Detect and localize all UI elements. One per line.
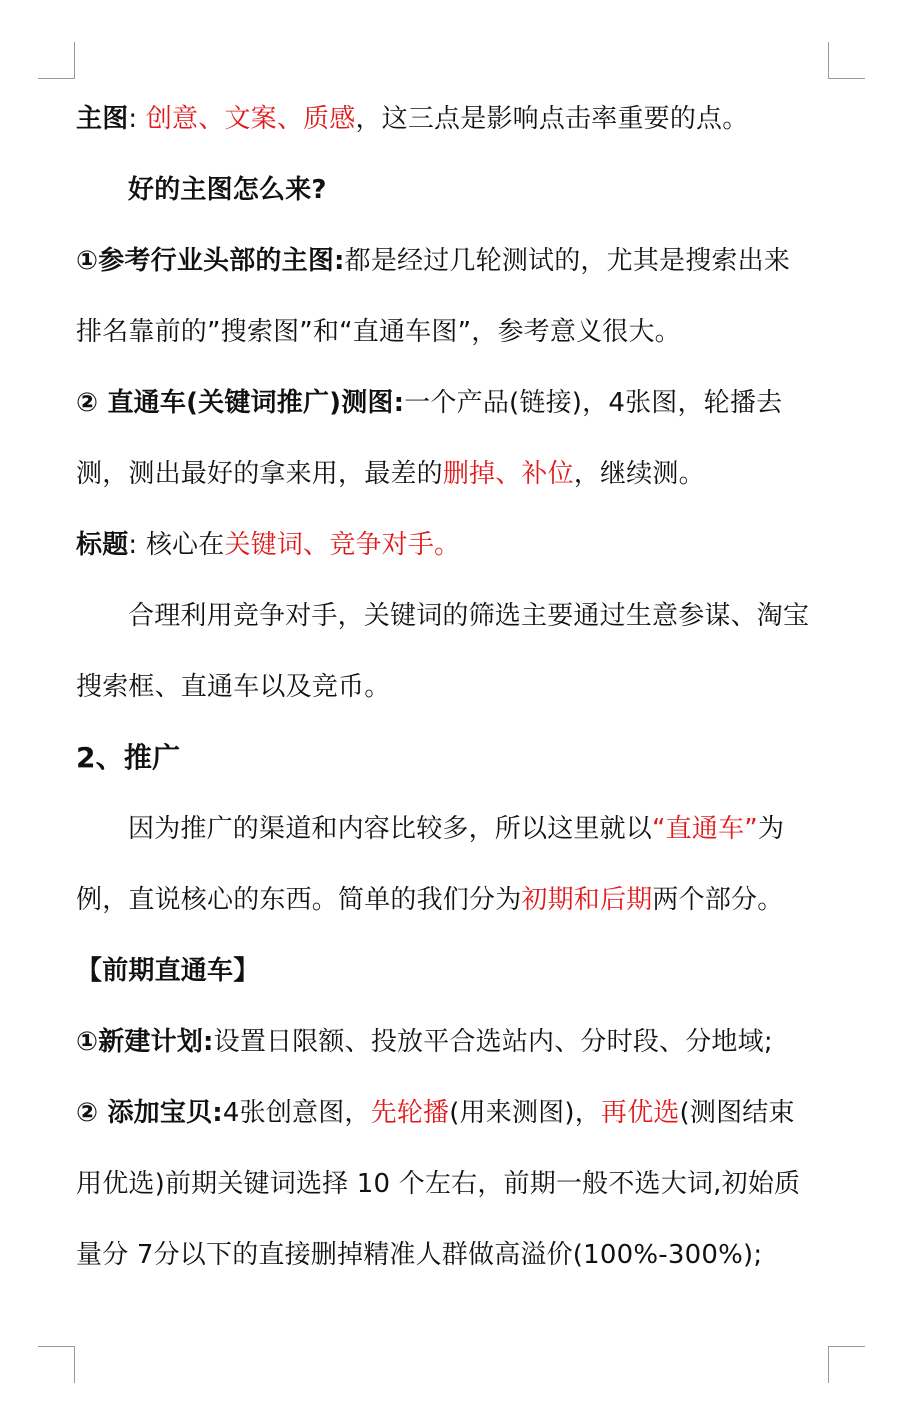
point-1-text: 都是经过几轮测试的，尤其是搜索出来 [344,246,791,276]
subheading-good-main-image: 好的主图怎么来? [128,175,327,205]
point-1-line-2: 排名靠前的”搜索图”和“直通车图”，参考意义很大。 [76,317,681,347]
step-2-line-1 [76,1089,836,1160]
step-1-title: ①新建计划: [76,1027,214,1057]
step-2-title: ② 添加宝贝: [76,1098,223,1128]
promotion-line-2-rest: 两个部分。 [652,885,784,915]
title-label: 标题 [76,530,129,560]
promotion-line-2-pre: 例，直说核心的东西。简单的我们分为 [76,885,522,915]
step-2-text-a: 4张创意图， [222,1098,371,1128]
document-page [76,95,836,1302]
corner-mark-top-right [828,42,865,79]
main-image-rest: ，这三点是影响点击率重要的点。 [355,104,749,134]
section-heading-promotion: 2、推广 [76,741,181,774]
step-2-text-c: (测图结束 [679,1098,795,1128]
title-line [76,521,836,592]
corner-mark-bottom-left [38,1346,75,1383]
early-stage-heading: 【前期直通车】 [76,956,260,986]
main-image-label: 主图 [76,104,129,134]
step-2-text-b: (用来测图)， [449,1098,601,1128]
point-2-text: 一个产品(链接)，4张图，轮播去 [404,388,783,418]
point-1-line-1 [76,237,836,308]
main-image-line [76,95,836,166]
point-2-text-rest: ，继续测。 [573,459,705,489]
point-1-title: ①参考行业头部的主图: [76,246,345,276]
corner-mark-top-left [38,42,75,79]
step-1-line [76,1018,836,1089]
point-2-highlight: 删掉、补位 [442,459,574,489]
title-text: 核心在 [137,530,225,560]
promotion-paragraph-line-2 [76,876,836,947]
main-image-keywords: 创意、文案、质感 [145,104,356,134]
promotion-text-rest: 为 [757,814,785,844]
step-2-line-3: 量分 7分以下的直接删掉精准人群做高溢价(100%-300%); [76,1240,763,1270]
main-image-colon: : [128,104,138,134]
competitor-paragraph-line-1: 合理利用竞争对手，关键词的筛选主要通过生意参谋、淘宝 [128,601,810,631]
promotion-paragraph-line-1 [76,805,836,876]
point-2-line-1 [76,379,836,450]
step-2-highlight-optimize: 再优选 [600,1098,680,1128]
title-colon: : [128,530,138,560]
corner-mark-bottom-right [828,1346,865,1383]
point-2-line-2 [76,450,836,521]
step-2-highlight-rotate: 先轮播 [370,1098,450,1128]
phase-highlight: 初期和后期 [521,885,653,915]
point-2-title: ② 直通车(关键词推广)测图: [76,388,405,418]
promotion-highlight: “直通车” [652,814,758,844]
promotion-text-pre: 因为推广的渠道和内容比较多，所以这里就以 [128,814,653,844]
title-highlight: 关键词、竞争对手。 [224,530,461,560]
step-1-text: 设置日限额、投放平合选站内、分时段、分地域; [213,1027,773,1057]
point-2-text-pre: 测，测出最好的拿来用，最差的 [76,459,443,489]
competitor-paragraph-line-2: 搜索框、直通车以及竞币。 [76,672,391,702]
step-2-line-2: 用优选)前期关键词选择 10 个左右，前期一般不选大词,初始质 [76,1169,801,1199]
